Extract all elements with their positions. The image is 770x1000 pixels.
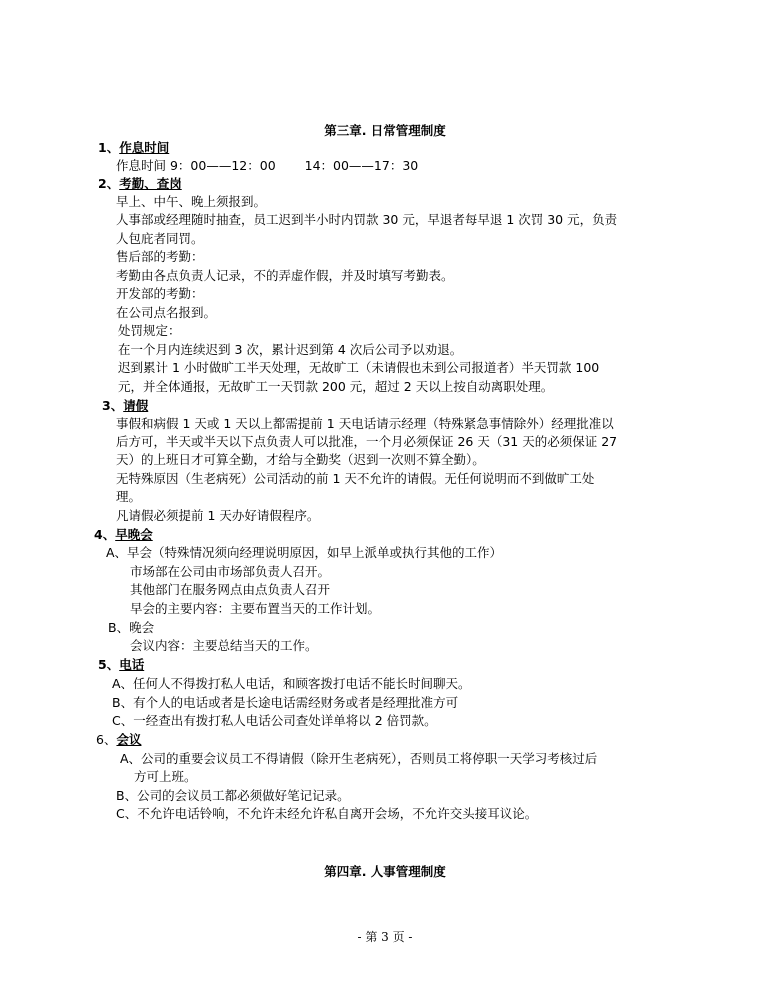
section-2-heading xyxy=(98,176,182,192)
section-3-title: 请假 xyxy=(123,398,149,413)
section-1-title: 作息时间 xyxy=(119,140,170,155)
section-2-line: 人包庇者同罚。 xyxy=(116,231,204,246)
section-4-title: 早晚会 xyxy=(115,527,153,542)
section-2-line: 早上、中午、晚上须报到。 xyxy=(116,194,267,209)
section-3-line: 理。 xyxy=(116,489,142,504)
section-6-line: B、公司的会议员工都必须做好笔记记录。 xyxy=(116,788,350,803)
section-2-title: 考勤、查岗 xyxy=(119,176,182,191)
section-6-line: 方可上班。 xyxy=(134,769,197,784)
section-5-line: B、有个人的电话或者是长途电话需经财务或者是经理批准方可 xyxy=(112,695,459,710)
section-3-line: 无特殊原因（生老病死）公司活动的前 1 天不允许的请假。无任何说明而不到做旷工处 xyxy=(116,471,595,486)
section-3-line: 凡请假必须提前 1 天办好请假程序。 xyxy=(116,508,320,523)
section-3-line: 事假和病假 1 天或 1 天以上都需提前 1 天电话请示经理（特殊紧急事情除外）经理批准以 xyxy=(116,416,614,431)
section-4-b-line: 会议内容：主要总结当天的工作。 xyxy=(130,638,318,653)
section-1-number: 1、 xyxy=(98,140,120,155)
section-6-heading xyxy=(96,732,141,748)
section-2-line: 考勤由各点负责人记录，不的弄虚作假，并及时填写考勤表。 xyxy=(116,268,454,283)
section-1-heading xyxy=(98,140,169,156)
section-2-line: 开发部的考勤： xyxy=(116,286,204,301)
section-3-heading xyxy=(102,398,148,414)
section-3-line: 后方可，半天或半天以下点负责人可以批准，一个月必须保证 26 天（31 天的必须保证 27 xyxy=(116,434,618,449)
section-2-line: 处罚规定： xyxy=(118,323,181,338)
section-3-number: 3、 xyxy=(102,398,124,413)
section-2-line: 迟到累计 1 小时做旷工半天处理，无故旷工（未请假也未到公司报道者）半天罚款 100 xyxy=(118,360,600,375)
section-6-line: C、不允许电话铃响，不允许未经允许私自离开会场，不允许交头接耳议论。 xyxy=(116,806,538,821)
section-4-number: 4、 xyxy=(94,527,116,542)
section-2-line: 元，并全体通报，无故旷工一天罚款 200 元，超过 2 天以上按自动离职处理。 xyxy=(118,379,554,394)
section-2-number: 2、 xyxy=(98,176,120,191)
section-2-line: 在公司点名报到。 xyxy=(116,305,217,320)
section-2-line: 在一个月内连续迟到 3 次，累计迟到第 4 次后公司予以劝退。 xyxy=(118,342,463,357)
section-5-title: 电话 xyxy=(119,657,145,672)
section-6-number: 6、 xyxy=(96,732,117,747)
section-4-heading xyxy=(94,527,153,543)
section-2-line: 售后部的考勤： xyxy=(116,249,204,264)
section-5-line: A、任何人不得拨打私人电话，和顾客拨打电话不能长时间聊天。 xyxy=(112,676,471,691)
chapter-3-title: 第三章. 日常管理制度 xyxy=(324,123,446,138)
section-6-title: 会议 xyxy=(116,732,142,747)
section-4-a-line: 其他部门在服务网点由点负责人召开 xyxy=(130,582,331,597)
section-2-line: 人事部或经理随时抽查，员工迟到半小时内罚款 30 元，早退者每早退 1 次罚 30 元，负责 xyxy=(116,212,618,227)
section-6-line: A、公司的重要会议员工不得请假（除开生老病死），否则员工将停职一天学习考核过后 xyxy=(120,751,598,766)
section-4-subheading-a: A、早会（特殊情况须向经理说明原因，如早上派单或执行其他的工作） xyxy=(106,545,503,560)
section-4-a-line: 早会的主要内容：主要布置当天的工作计划。 xyxy=(130,601,381,616)
section-1-line: 作息时间 9：00——12：00 14：00——17：30 xyxy=(116,158,419,173)
section-5-heading xyxy=(98,657,144,673)
section-5-number: 5、 xyxy=(98,657,120,672)
chapter-4-title: 第四章. 人事管理制度 xyxy=(324,864,446,879)
section-4-subheading-b: B、晚会 xyxy=(108,620,155,635)
page-number-footer: - 第 3 页 - xyxy=(357,930,413,944)
section-4-a-line: 市场部在公司由市场部负责人召开。 xyxy=(130,564,331,579)
section-5-line: C、一经查出有拨打私人电话公司查处详单将以 2 倍罚款。 xyxy=(112,713,437,728)
section-3-line: 天）的上班日才可算全勤，才给与全勤奖（迟到一次则不算全勤）。 xyxy=(116,452,485,467)
